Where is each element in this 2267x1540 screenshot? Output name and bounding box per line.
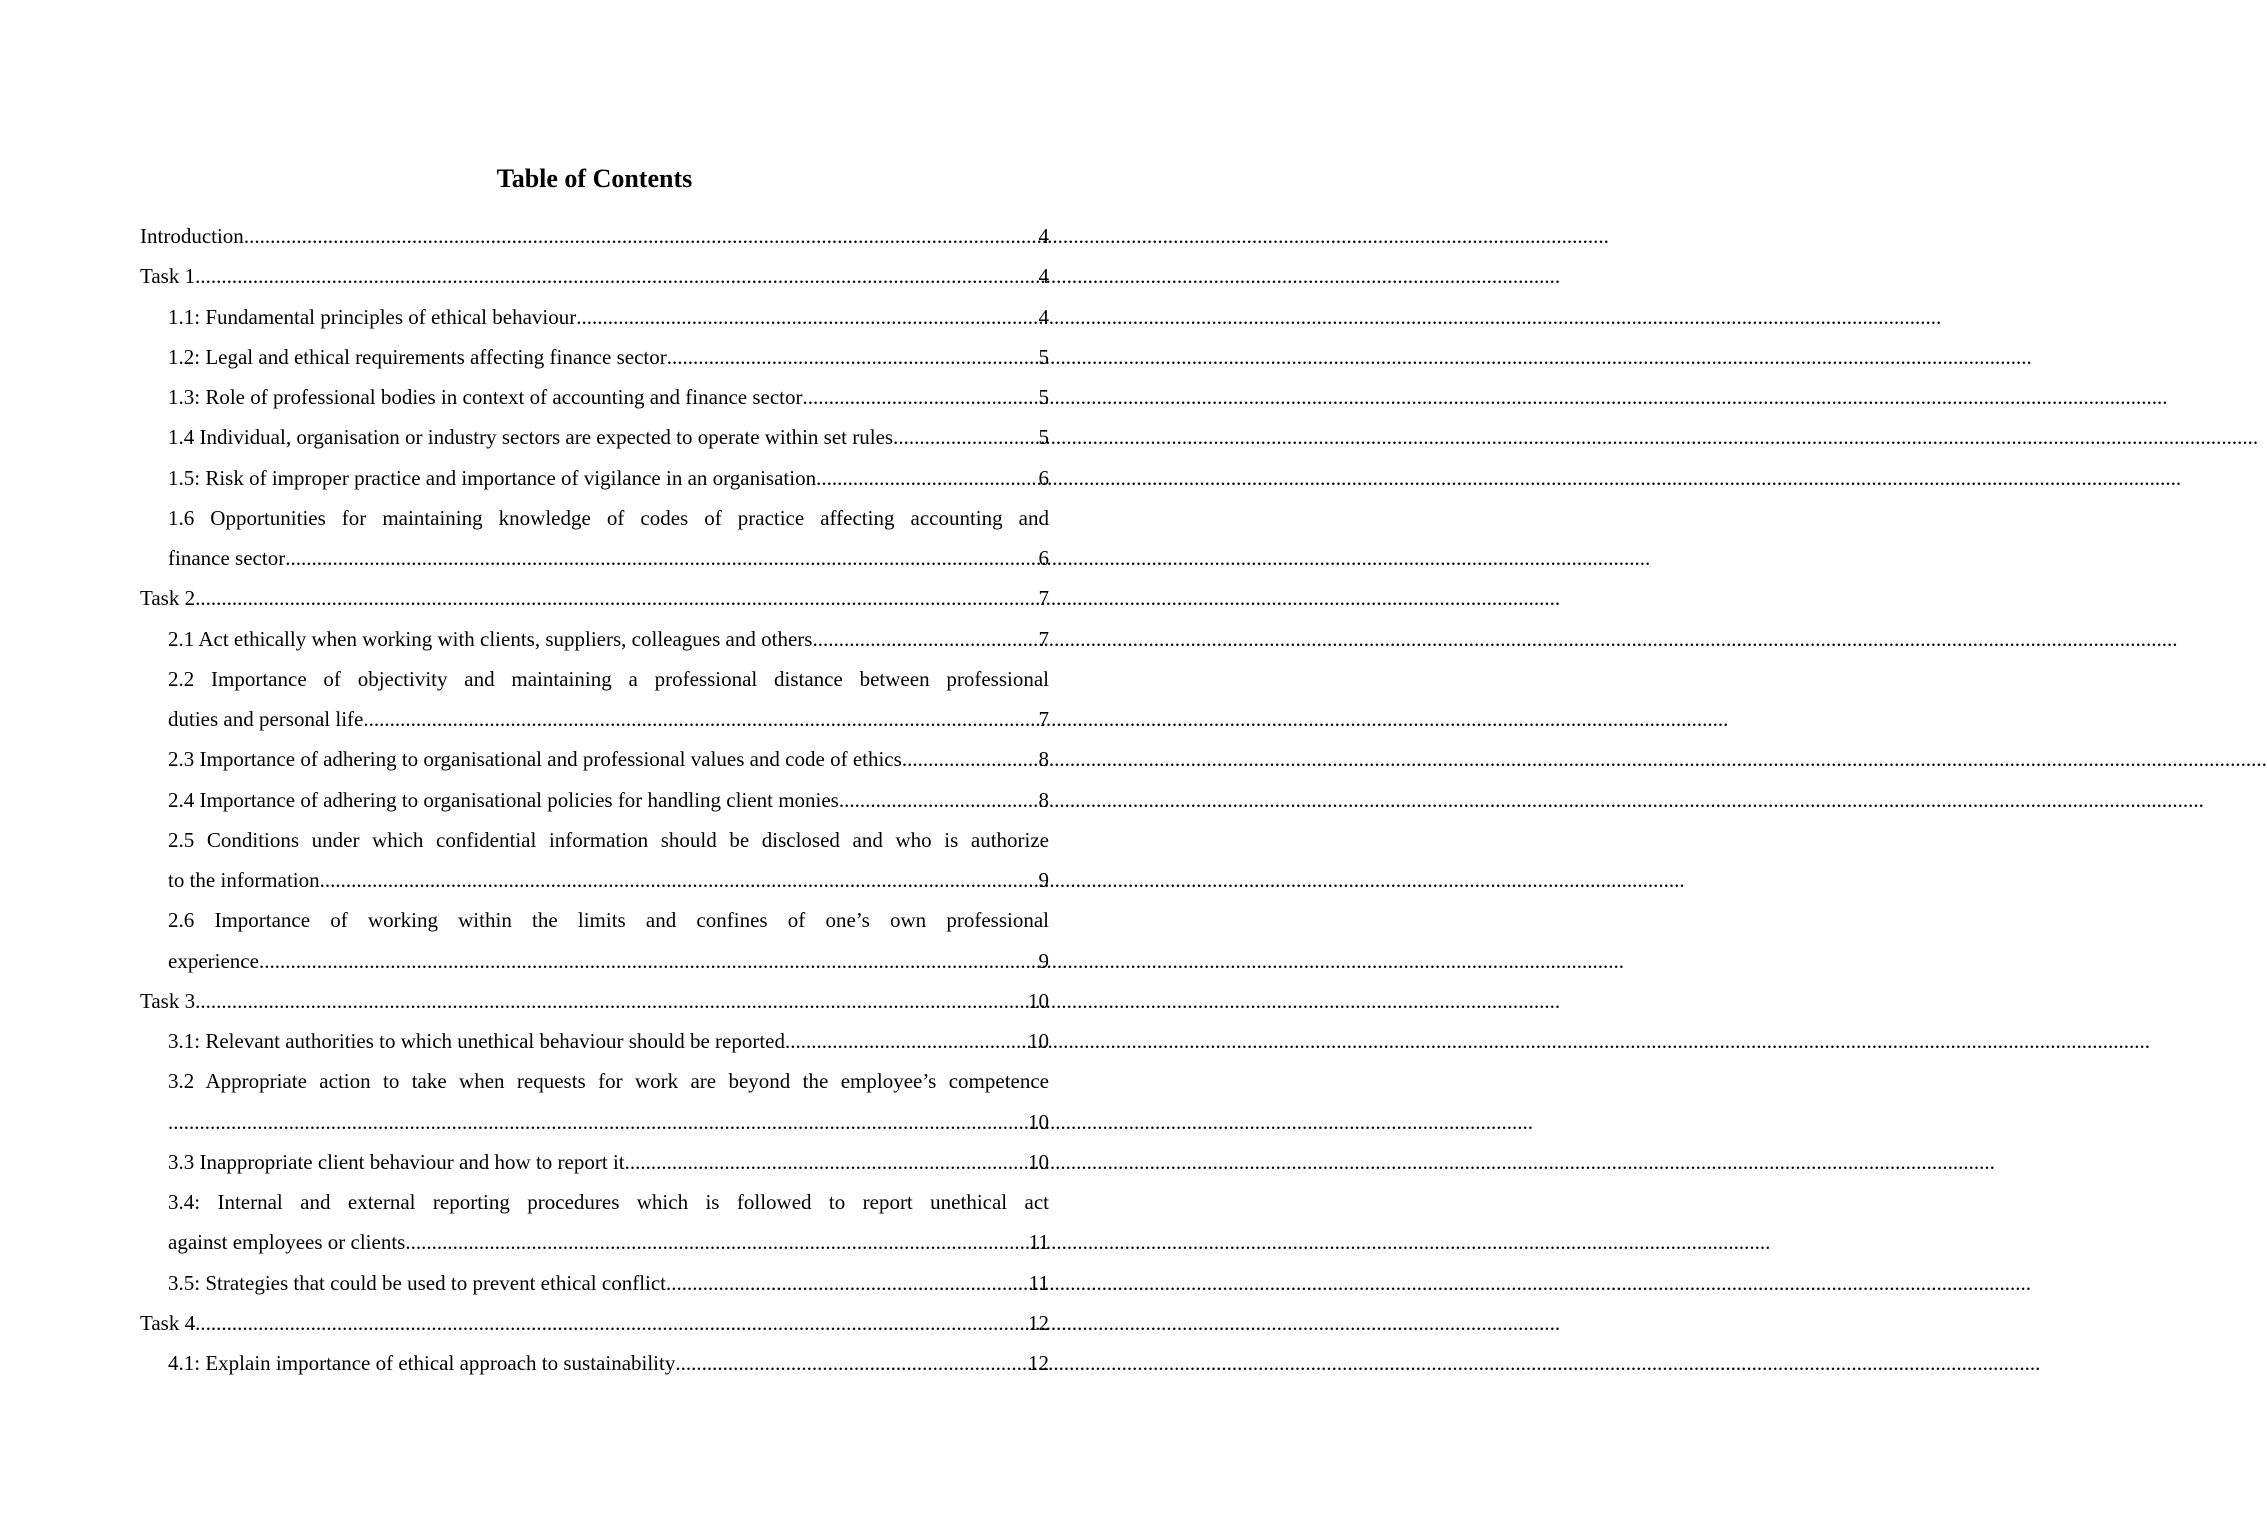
- dot-leader: [893, 417, 1038, 457]
- toc-page-number: 5: [1038, 344, 1049, 369]
- toc-page-number: 4: [1038, 264, 1049, 289]
- document-page: [140, 158, 1049, 1383]
- toc-page-number: 6: [1038, 546, 1049, 570]
- toc-entry-text: Task 2: [140, 586, 196, 611]
- dot-leader: [576, 297, 1038, 337]
- toc-page-number: 7: [1038, 626, 1049, 651]
- toc-entry-text: 1.5: Risk of improper practice and importance of vigilance in an organisation: [168, 465, 817, 490]
- dot-leader: [675, 1343, 1028, 1383]
- dot-leader: [666, 1263, 1029, 1303]
- dot-leader: [839, 780, 1039, 820]
- toc-page-number: 4: [1038, 304, 1049, 329]
- dot-leader: [259, 941, 1039, 981]
- toc-entry[interactable]: [140, 297, 1049, 337]
- toc-entry-text: 1.2: Legal and ethical requirements affecting finance sector: [168, 344, 667, 369]
- toc-entry[interactable]: [140, 458, 1049, 498]
- dot-leader: [812, 619, 1038, 659]
- toc-entry-text: 1.1: Fundamental principles of ethical behaviour: [168, 304, 577, 329]
- dot-leader: [902, 739, 1039, 779]
- toc-entry[interactable]: [140, 216, 1049, 256]
- dot-leader: [285, 538, 1038, 578]
- toc-entry-text: finance sector: [168, 546, 286, 570]
- toc-entry-text: Introduction: [140, 224, 244, 248]
- dot-leader: [195, 981, 1028, 1021]
- toc-entry-text-line1: 2.2 Importance of objectivity and maintaining a professional distance between professional: [168, 666, 1049, 691]
- toc-entry[interactable]: [140, 1061, 1049, 1142]
- toc-page-number: 9: [1038, 868, 1049, 892]
- dot-leader: [168, 1102, 1028, 1142]
- toc-entry[interactable]: [140, 1142, 1049, 1182]
- toc-page-number: 8: [1038, 787, 1049, 812]
- toc-entry-text-line1: 3.4: Internal and external reporting procedures which is followed to report unethical act: [168, 1190, 1049, 1214]
- toc-entry[interactable]: [140, 739, 1049, 779]
- toc-entry[interactable]: [140, 780, 1049, 820]
- toc-entry-text: 4.1: Explain importance of ethical approach to sustainability: [168, 1351, 676, 1375]
- dot-leader: [244, 216, 1039, 256]
- toc-entry-text: 2.4 Importance of adhering to organisational policies for handling client monies: [168, 787, 839, 812]
- toc-entry-text-line1: 2.5 Conditions under which confidential information should be disclosed and who is authorize: [168, 827, 1049, 852]
- toc-page-number: 10: [1028, 1029, 1049, 1053]
- toc-entry[interactable]: [140, 337, 1049, 377]
- toc-page-number: 5: [1038, 425, 1049, 450]
- toc-entry[interactable]: [140, 1021, 1049, 1061]
- toc-entry[interactable]: [140, 1303, 1049, 1343]
- dot-leader: [195, 578, 1038, 618]
- toc-entry-text: to the information: [168, 868, 320, 892]
- toc-entry[interactable]: [140, 377, 1049, 417]
- toc-entry-text-line1: 3.2 Appropriate action to take when requests for work are beyond the employee’s competence: [168, 1069, 1049, 1094]
- toc-entry[interactable]: [140, 417, 1049, 457]
- toc-entry-text: 3.1: Relevant authorities to which unethical behaviour should be reported: [168, 1029, 785, 1053]
- toc-entry-text: Task 3: [140, 988, 196, 1013]
- toc-entry[interactable]: [140, 619, 1049, 659]
- toc-entry[interactable]: [140, 820, 1049, 901]
- dot-leader: [320, 860, 1039, 900]
- toc-entry-text: 3.3 Inappropriate client behaviour and how to report it.: [168, 1149, 630, 1174]
- dot-leader: [195, 256, 1038, 296]
- toc-entry-text: against employees or clients: [168, 1230, 406, 1255]
- toc-entry[interactable]: [140, 659, 1049, 740]
- toc-entry[interactable]: [140, 981, 1049, 1021]
- toc-list: [140, 216, 1049, 1383]
- toc-entry[interactable]: [140, 578, 1049, 618]
- dot-leader: [785, 1021, 1028, 1061]
- toc-page-number: 11: [1028, 1270, 1049, 1295]
- toc-entry-text-line1: 2.6 Importance of working within the limits and confines of one’s own professional: [168, 908, 1049, 933]
- toc-page-number: 7: [1038, 586, 1049, 611]
- toc-page-number: 6: [1038, 465, 1049, 490]
- toc-page-number: 5: [1038, 385, 1049, 409]
- toc-entry-text: 2.3 Importance of adhering to organisational and professional values and code of ethics: [168, 747, 902, 772]
- dot-leader: [630, 1142, 1028, 1182]
- toc-page-number: 10: [1028, 1109, 1049, 1134]
- toc-page-number: 12: [1028, 1351, 1049, 1375]
- toc-page-number: 7: [1038, 707, 1049, 731]
- toc-page-number: 10: [1028, 1149, 1049, 1174]
- toc-entry-text: 1.3: Role of professional bodies in context of accounting and finance sector: [168, 385, 803, 409]
- dot-leader: [802, 377, 1038, 417]
- toc-page-number: 8: [1038, 747, 1049, 772]
- toc-entry-text: 2.1 Act ethically when working with clients, suppliers, colleagues and others: [168, 626, 813, 651]
- toc-entry-text: duties and personal life: [168, 707, 364, 731]
- dot-leader: [816, 458, 1038, 498]
- toc-entry-text: experience: [168, 948, 259, 973]
- toc-entry[interactable]: [140, 1263, 1049, 1303]
- toc-entry-text-line1: 1.6 Opportunities for maintaining knowledge of codes of practice affecting accounting and: [168, 505, 1049, 530]
- dot-leader: [363, 699, 1038, 739]
- toc-entry-text: Task 1: [140, 264, 196, 289]
- toc-entry[interactable]: [140, 1343, 1049, 1383]
- dot-leader: [195, 1303, 1028, 1343]
- toc-entry-text: 3.5: Strategies that could be used to prevent ethical conflict: [168, 1270, 667, 1295]
- toc-entry[interactable]: [140, 256, 1049, 296]
- toc-entry[interactable]: [140, 900, 1049, 981]
- toc-entry[interactable]: [140, 498, 1049, 579]
- toc-page-number: 12: [1028, 1310, 1049, 1335]
- dot-leader: [667, 337, 1039, 377]
- dot-leader: [405, 1222, 1028, 1262]
- toc-entry-text: Task 4: [140, 1310, 196, 1335]
- toc-entry[interactable]: [140, 1182, 1049, 1263]
- toc-title: Table of Contents: [496, 164, 693, 193]
- toc-page-number: 11: [1028, 1230, 1049, 1255]
- toc-page-number: 4: [1038, 224, 1049, 248]
- toc-page-number: 9: [1038, 948, 1049, 973]
- toc-entry-text: 1.4 Individual, organisation or industry sectors are expected to operate within set rules: [168, 425, 894, 450]
- toc-page-number: 10: [1028, 988, 1049, 1013]
